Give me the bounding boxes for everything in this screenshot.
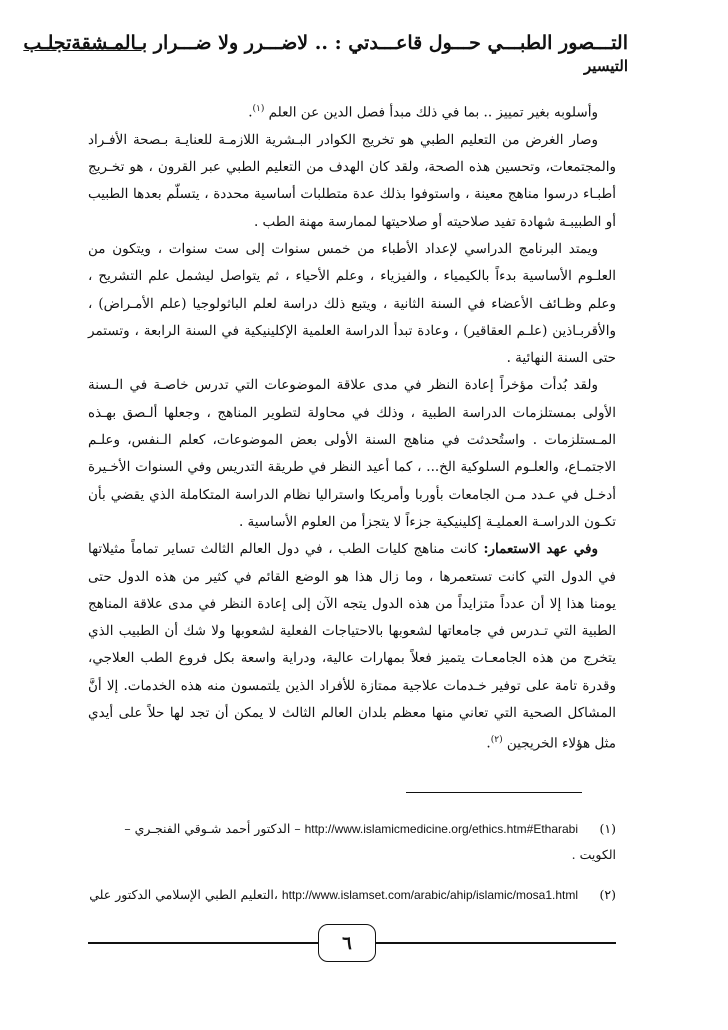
header-subtitle: التيسير: [584, 57, 628, 75]
running-header: [23, 30, 628, 76]
paragraph-3: ويمتد البرنامج الدراسي لإعداد الأطباء من خمس سنوات إلى ست سنوات ، ويتكون من العلـوم الأساسية بدءاً بالكيمياء ، والفيزياء ، وعلم الأحياء ، ثم يتواصل ليشمل علم التشريح ، وعلم وظـائف الأعضاء في السنة الثانية ، ويتبع ذلك دراسة لعلم الباثولوجيا (علم الأمـراض) ، والأقربـاذين (علـم العقاقير) ، وعادة تبدأ الدراسة العلمية الإكلينيكية في السنة الرابعة ، وتستمر حتى السنة النهائية .: [88, 240, 616, 367]
footnote-2: [88, 882, 616, 908]
paragraph-5-lead: وفي عهد الاستعمار:: [483, 541, 598, 558]
footnote-text: ،التعليم الطبي الإسلامي الدكتور علي: [89, 887, 278, 902]
footnote-number: (٢): [599, 887, 616, 902]
footnote-text: – الدكتور أحمد شـوقي الفنجـري – الكويت .: [124, 821, 616, 862]
header-title: [23, 30, 628, 56]
footnote-divider: [406, 792, 582, 793]
footnote-url[interactable]: http://www.islamicmedicine.org/ethics.htm#Etharabi: [304, 822, 579, 836]
footnote-ref-2[interactable]: (٢): [490, 735, 503, 746]
footnote-ref-1[interactable]: (١): [252, 104, 265, 114]
paragraph-5: وفي عهد الاستعمار: كانت مناهج كليات الطب ، في دول العالم الثالث تساير تماماً مثيلاتها في الدول التي كانت تستعمرها ، وما زال هذا هو الوضع القائم في كثير من هذه الدول حتى يومنا هذا إلا أن عدداً متزايداً من هذه الدول يتجه الآن إلى إعادة النظر في مدى علاقة المناهج الطبية التي تـدرس في جامعاتها لشعوبها بالاحتياجات الفعلية لشعوبها ولا شك أن الطبيب الذي يتخرج من هذه الجامعـات يتميز فعلاً بمهارات عالية، ودراية واسعة بكل فروع الطب العلاجي، وقدرة تامة على توفير خـدمات علاجية ممتازة للأفراد الذين يلتمسون منه هذه الخدمات. إلا أنَّ المشاكل الصحية التي تعاني منها معظم بلدان العالم الثالث لا يمكن أن تجد لها حلاً على أيدي مثل هؤلاء الخريجين $^{(٢)}$.: [88, 541, 616, 752]
footnote-1: [88, 816, 616, 868]
paragraph-4: ولقد بُدأت مؤخراً إعادة النظر في مدى علاقة الموضوعات التي تدرس خاصـة في الـسنة الأولى بمستلزمات الدراسة الطبية ، وذلك في محاولة لتطوير المناهج ، وجعلها ألـصق بهـذه المـستلزمات . واستُحدثت في مناهج السنة الأولى بعض الموضوعات، كعلم الـنفس، وعلـم الاجتمـاع، والعلـوم السلوكية الخ... ، كما أعيد النظر في طريقة التدريس وفي السنوات الأخـيرة أدخـل في عـدد مـن الجامعات بأوربا وأمريكا واستراليا نظام الدراسة المتكاملة الذي يقضي بأن تكـون الدراسـة العمليـة إكلينيكية جزءاً لا يتجزأ من العلوم الأساسية .: [88, 377, 616, 530]
page-number: ٦: [318, 924, 376, 962]
footnotes: [88, 816, 616, 922]
body-text: [88, 96, 616, 758]
footer-rule-left: [88, 942, 318, 944]
paragraph-2: وصار الغرض من التعليم الطبي هو تخريج الكوادر البـشرية اللازمـة للعنايـة بـصحة الأفـراد والمجتمعات، وتحسين هذه الصحة، ولقد كان الهدف من التعليم الطبي عبر القرون ، هو تخـريج أطبـاء درسوا مناهج معينة ، واستوفوا بذلك عدة متطلبات أساسية محددة ، يتسلّم بعدها الطبيب أو الطبيبـة شهادة تفيد صلاحيته أو صلاحيتها لممارسة مهنة الطب .: [88, 131, 616, 230]
paragraph-1: وأسلوبه بغير تمييز .. بما في ذلك مبدأ فصل الدين عن العلم $^{(١)}$.: [248, 104, 598, 121]
header-title-main: التـــصور الطبـــي حـــول قاعـــدتي : .. لاضـــرر ولا ضـــرار: [153, 32, 628, 54]
footer-rule-right: [376, 942, 616, 944]
footnote-number: (١): [599, 821, 616, 836]
footnote-url[interactable]: http://www.islamset.com/arabic/ahip/islamic/mosa1.html: [281, 888, 579, 902]
header-title-link[interactable]: بـالمـشقةتجلـب: [23, 32, 148, 54]
